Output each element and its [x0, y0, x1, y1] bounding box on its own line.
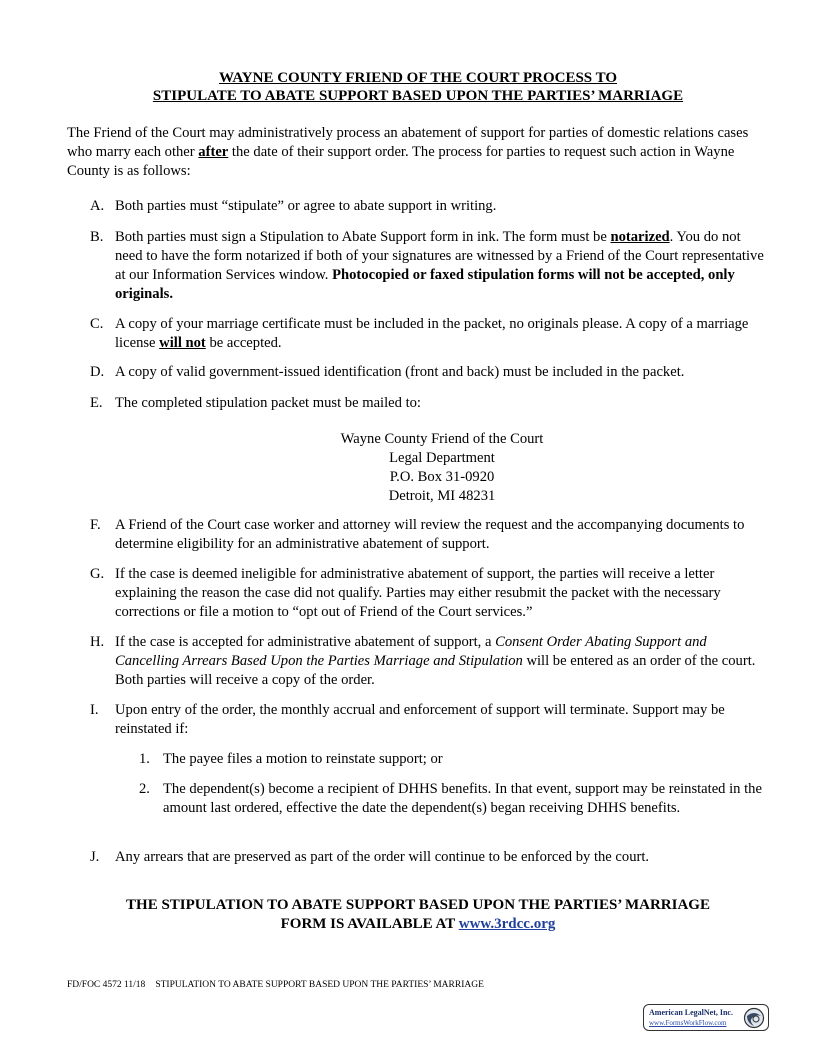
- list-item-a: [90, 197, 770, 216]
- intro-paragraph: [67, 124, 767, 181]
- item-c-text-after: be accepted.: [205, 335, 282, 351]
- address-line-1: Wayne County Friend of the Court: [340, 431, 544, 447]
- item-c-emphasis: will not: [159, 335, 206, 351]
- item-letter: B.: [90, 229, 104, 245]
- item-c-text-before: A copy of your marriage certificate must be included in the packet, no originals please. A copy of a marriage license: [115, 316, 749, 351]
- item-text: [115, 633, 770, 690]
- item-letter: I.: [90, 702, 99, 718]
- badge-website: www.FormsWorkFlow.com: [649, 1019, 727, 1027]
- address-line-3: P.O. Box 31-0920: [389, 469, 495, 485]
- website-link[interactable]: www.3rdcc.org: [458, 916, 556, 932]
- item-text: Any arrears that are preserved as part of the order will continue to be enforced by the court.: [115, 849, 650, 865]
- page-title-line-2: STIPULATE TO ABATE SUPPORT BASED UPON THE PARTIES’ MARRIAGE: [152, 88, 684, 104]
- item-text: [115, 315, 770, 353]
- form-footer-title: STIPULATION TO ABATE SUPPORT BASED UPON THE PARTIES’ MARRIAGE: [155, 980, 484, 990]
- badge-company-name: American LegalNet, Inc.: [649, 1008, 733, 1017]
- item-text: A Friend of the Court case worker and attorney will review the request and the accompanying documents to determine eligibility for an administrative abatement of support.: [115, 517, 745, 552]
- form-footer: [67, 979, 484, 991]
- item-b-emphasis: notarized: [610, 229, 670, 245]
- list-item-i: [90, 701, 770, 739]
- address-line-2: Legal Department: [389, 450, 495, 466]
- item-text: Both parties must “stipulate” or agree to abate support in writing.: [115, 198, 497, 214]
- item-text: A copy of valid government-issued identification (front and back) must be included in the packet.: [115, 364, 685, 380]
- item-letter: D.: [90, 364, 105, 380]
- closing-notice: [0, 896, 816, 934]
- list-item-c: [90, 315, 770, 353]
- intro-emphasis: after: [198, 144, 229, 160]
- address-line-4: Detroit, MI 48231: [388, 488, 496, 504]
- list-item-b: [90, 228, 770, 304]
- item-h-italic: Consent Order Abating Support and Cancelling Arrears Based Upon the Parties Marriage and Stipulation: [115, 634, 707, 669]
- item-text: Upon entry of the order, the monthly accrual and enforcement of support will terminate. Support may be reinstated if:: [115, 702, 725, 737]
- item-letter: F.: [90, 517, 101, 533]
- mailing-address: [0, 430, 816, 506]
- item-b-text-middle: . You do not need to have the form notarized if both of your signatures are witnessed by a Friend of the Court representative at our Information Services window.: [115, 229, 764, 283]
- sub-item-text: The dependent(s) become a recipient of DHHS benefits. In that event, support may be reinstated in the amount last ordered, effective the date the dependent(s) began receiving DHHS benefits.: [163, 781, 762, 816]
- closing-line-1: THE STIPULATION TO ABATE SUPPORT BASED UPON THE PARTIES’ MARRIAGE: [126, 897, 710, 913]
- list-item-d: [90, 363, 770, 382]
- item-b-bold: Photocopied or faxed stipulation forms will not be accepted, only originals.: [115, 267, 735, 302]
- item-letter: G.: [90, 566, 105, 582]
- item-h-text-after: will be entered as an order of the court. Both parties will receive a copy of the order.: [115, 653, 756, 688]
- item-text: The completed stipulation packet must be mailed to:: [115, 395, 421, 411]
- form-code: FD/FOC 4572 11/18: [67, 980, 146, 990]
- closing-line-2: [0, 915, 816, 934]
- item-text: If the case is deemed ineligible for administrative abatement of support, the parties will receive a letter explaining the reason the case did not qualify. Parties may either resubmit the packet with the necessary corrections or file a motion to “opt out of Friend of the Court services.”: [115, 566, 721, 620]
- item-letter: A.: [90, 198, 105, 214]
- sub-item-number: 1.: [139, 751, 150, 767]
- list-item-f: [90, 516, 770, 554]
- item-b-text-before: Both parties must sign a Stipulation to Abate Support form in ink. The form must be: [115, 229, 611, 245]
- intro-text-before: The Friend of the Court may administratively process an abatement of support for parties of domestic relations cases who marry each other: [67, 125, 749, 160]
- globe-logo-icon: [743, 1007, 765, 1029]
- sub-item-1: [139, 750, 769, 769]
- item-text: [115, 228, 770, 304]
- sub-item-text: The payee files a motion to reinstate support; or: [163, 751, 443, 767]
- page-title-line-1: WAYNE COUNTY FRIEND OF THE COURT PROCESS TO: [218, 70, 618, 86]
- item-h-text-before: If the case is accepted for administrative abatement of support, a: [115, 634, 496, 650]
- item-letter: E.: [90, 395, 103, 411]
- item-letter: J.: [90, 849, 100, 865]
- legalnet-badge[interactable]: [643, 1004, 769, 1031]
- sub-item-number: 2.: [139, 781, 150, 797]
- list-item-h: [90, 633, 770, 690]
- item-letter: C.: [90, 316, 104, 332]
- intro-text-after: the date of their support order. The process for parties to request such action in Wayne County is as follows:: [67, 144, 735, 179]
- list-item-g: [90, 565, 770, 622]
- list-item-e: [90, 394, 770, 413]
- sub-item-2: [139, 780, 769, 818]
- closing-line-2-prefix: FORM IS AVAILABLE AT: [280, 916, 459, 932]
- item-letter: H.: [90, 634, 105, 650]
- list-item-j: [90, 848, 770, 867]
